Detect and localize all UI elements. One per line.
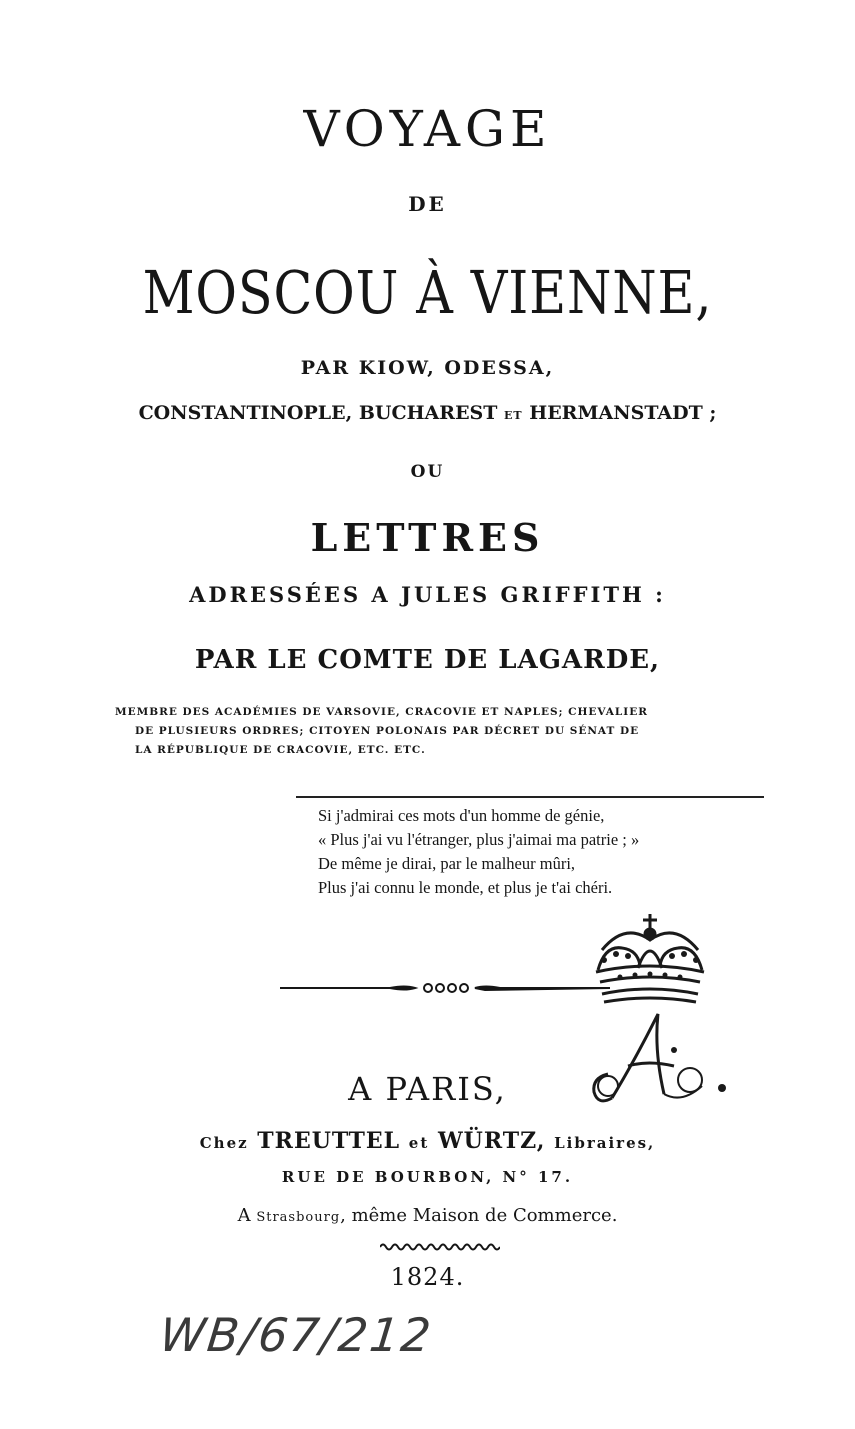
credentials-line-3: LA RÉPUBLIQUE DE CRACOVIE, ETC. ETC. xyxy=(135,744,426,756)
publisher-chez: Chez xyxy=(199,1134,249,1152)
epigraph-rule xyxy=(296,796,764,798)
title-lettres: LETTRES xyxy=(310,515,545,560)
publisher-et: et xyxy=(408,1134,430,1152)
route-et: ET xyxy=(504,409,523,422)
wavy-divider xyxy=(380,1242,500,1252)
imprint-city: A PARIS, xyxy=(348,1070,507,1108)
credentials-line-2: DE PLUSIEURS ORDRES; CITOYEN POLONAIS PAR DÉCRET DU SÉNAT DE xyxy=(135,725,640,737)
epigraph-line-4: Plus j'ai connu le monde, et plus je t'ai chéri. xyxy=(318,878,613,897)
stras-a: A xyxy=(237,1205,251,1226)
title-ou: OU xyxy=(410,462,445,482)
epigraph-line-1: Si j'admirai ces mots d'un homme de génie, xyxy=(318,806,605,825)
epigraph-line-2: « Plus j'ai vu l'étranger, plus j'aimai ma patrie ; » xyxy=(318,830,640,849)
ornamental-rule xyxy=(280,978,610,998)
credentials-line-1: MEMBRE DES ACADÉMIES DE VARSOVIE, CRACOVIE ET NAPLES; CHEVALIER xyxy=(115,706,648,718)
title-voyage: VOYAGE xyxy=(303,100,552,158)
stamp-letter: A xyxy=(646,1070,647,1071)
route-part-b: HERMANSTADT ; xyxy=(529,402,717,424)
imprint-year: 1824. xyxy=(390,1263,465,1291)
stras-rest: , même Maison de Commerce. xyxy=(340,1205,618,1226)
title-de: DE xyxy=(408,192,447,216)
epigraph xyxy=(318,804,768,900)
route-part-a: CONSTANTINOPLE, BUCHAREST xyxy=(138,402,498,424)
publisher-libraires: Libraires, xyxy=(554,1134,656,1152)
subtitle-par: PAR KIOW, ODESSA, xyxy=(300,357,555,379)
imprint-publisher xyxy=(0,1128,855,1154)
author-credentials xyxy=(115,703,765,760)
stras-city: Strasbourg xyxy=(256,1210,341,1225)
title-destination: MOSCOU À VIENNE, xyxy=(142,258,713,327)
imprint-address: RUE DE BOURBON, N° 17. xyxy=(281,1168,574,1186)
handwritten-call-number: WB/67/212 xyxy=(157,1308,436,1362)
author-line: PAR LE COMTE DE LAGARDE, xyxy=(194,645,661,675)
publisher-name-a: TREUTTEL xyxy=(257,1128,401,1154)
imprint-strasbourg xyxy=(0,1205,855,1226)
subtitle-adresse: ADRESSÉES A JULES GRIFFITH : xyxy=(189,582,666,607)
subtitle-route xyxy=(0,402,855,424)
publisher-name-b: WÜRTZ, xyxy=(437,1128,546,1154)
epigraph-line-3: De même je dirai, par le malheur mûri, xyxy=(318,854,576,873)
